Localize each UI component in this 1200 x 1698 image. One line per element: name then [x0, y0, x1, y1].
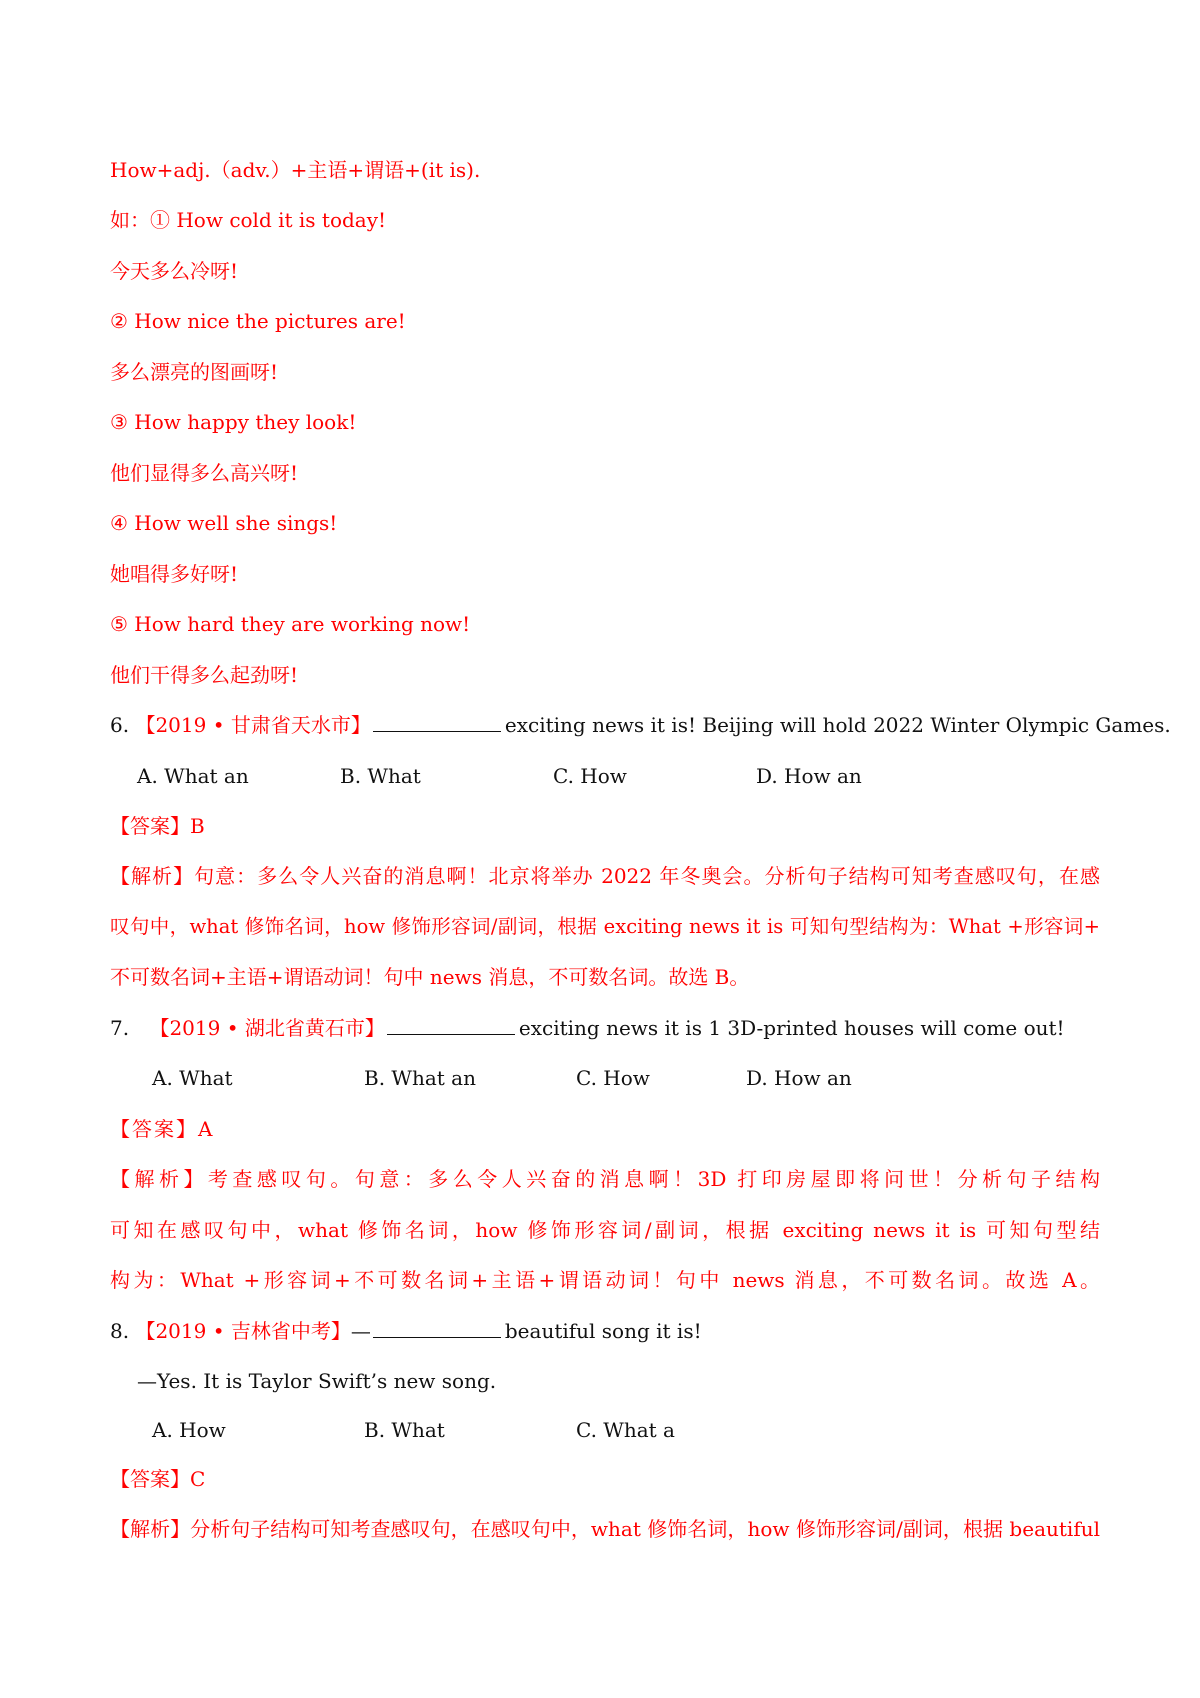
analysis-line: 叹句中，what 修饰名词，how 修饰形容词/副词，根据 exciting news it is 可知句型结构为：What +形容词+	[110, 915, 1100, 938]
dialogue-reply: —Yes. It is Taylor Swift’s new song.	[137, 1369, 497, 1393]
analysis-line: 构为：What +形容词+不可数名词+主语+谓语动词！句中 news 消息，不可数名词。故选 A。	[110, 1268, 1100, 1292]
example-2-cn: 多么漂亮的图画呀!	[110, 360, 279, 384]
answer-blank	[373, 713, 501, 732]
question-source: 【2019 • 吉林省中考】	[135, 1319, 351, 1343]
dialogue-dash: —	[350, 1319, 371, 1343]
question-6	[110, 711, 1171, 739]
grammar-rule: How+adj.（adv.）+主语+谓语+(it is).	[110, 158, 481, 182]
analysis-line: 【解析】句意：多么令人兴奋的消息啊！北京将举办 2022 年冬奥会。分析句子结构可知考查感叹句，在感	[110, 864, 1100, 888]
question-number: 8.	[110, 1319, 130, 1343]
question-source: 【2019 • 甘肃省天水市】	[135, 713, 371, 737]
example-1-cn: 今天多么冷呀!	[110, 259, 239, 283]
example-4-en: ④ How well she sings!	[110, 511, 338, 535]
analysis-line: 【解析】分析句子结构可知考查感叹句，在感叹句中，what 修饰名词，how 修饰形容词/副词，根据 beautiful	[110, 1517, 1100, 1541]
example-3-cn: 他们显得多么高兴呀!	[110, 461, 299, 485]
question-source: 【2019 • 湖北省黄石市】	[149, 1016, 385, 1040]
option-d: D. How an	[746, 1066, 852, 1090]
option-a: A. What	[152, 1066, 233, 1090]
example-2-en: ② How nice the pictures are!	[110, 309, 406, 333]
example-5-cn: 他们干得多么起劲呀!	[110, 663, 299, 687]
option-b: B. What an	[364, 1066, 476, 1090]
question-7	[110, 1014, 1065, 1042]
answer-label: 【答案】B	[110, 814, 205, 838]
example-3-en: ③ How happy they look!	[110, 410, 357, 434]
example-1-en: 如：① How cold it is today!	[110, 208, 387, 232]
option-a: A. How	[152, 1418, 226, 1442]
answer-label: 【答案】A	[110, 1117, 215, 1141]
answer-blank	[387, 1016, 515, 1035]
option-b: B. What	[340, 764, 421, 788]
question-number: 6.	[110, 713, 130, 737]
option-c: C. How	[576, 1066, 650, 1090]
question-number: 7.	[110, 1016, 130, 1040]
example-4-cn: 她唱得多好呀!	[110, 562, 239, 586]
question-stem: exciting news it is 1 3D-printed houses will come out!	[518, 1016, 1065, 1040]
answer-label: 【答案】C	[110, 1467, 206, 1491]
question-stem: beautiful song it is!	[504, 1319, 702, 1343]
example-5-en: ⑤ How hard they are working now!	[110, 612, 471, 636]
option-b: B. What	[364, 1418, 445, 1442]
analysis-line: 可知在感叹句中，what 修饰名词，how 修饰形容词/副词，根据 exciting news it is 可知句型结	[110, 1218, 1100, 1242]
answer-blank	[373, 1319, 501, 1338]
question-stem: exciting news it is! Beijing will hold 2022 Winter Olympic Games.	[504, 713, 1171, 737]
option-c: C. How	[553, 764, 627, 788]
option-d: D. How an	[756, 764, 862, 788]
analysis-line: 【解析】考查感叹句。句意：多么令人兴奋的消息啊！3D 打印房屋即将问世！分析句子结构	[110, 1167, 1100, 1191]
analysis-line: 不可数名词+主语+谓语动词！句中 news 消息，不可数名词。故选 B。	[110, 965, 750, 989]
question-8	[110, 1317, 702, 1345]
option-a: A. What an	[137, 764, 249, 788]
option-c: C. What a	[576, 1418, 675, 1442]
